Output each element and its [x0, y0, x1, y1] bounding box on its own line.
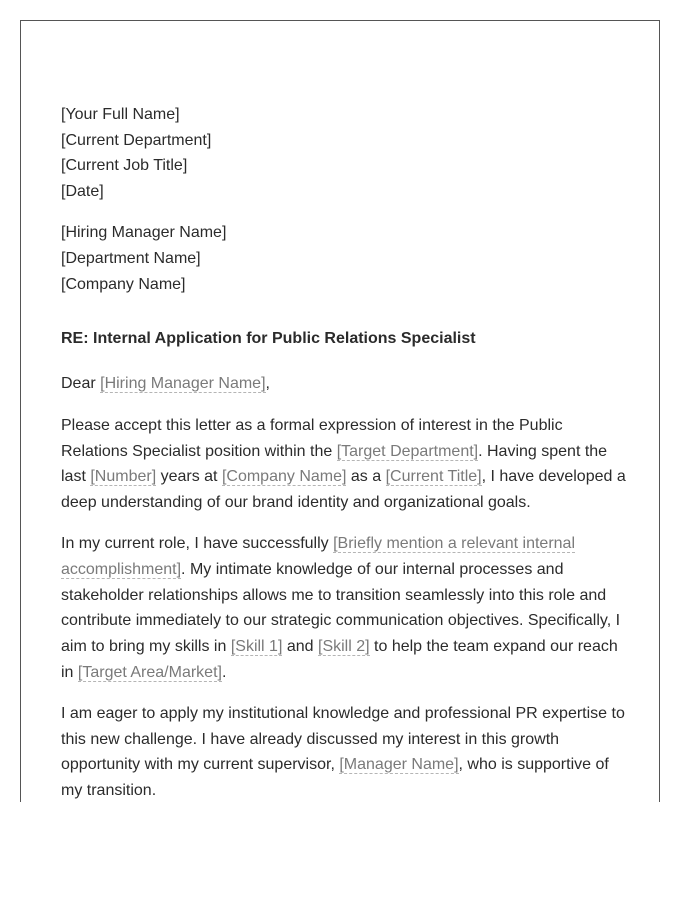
p1-text-5: , I have developed a deep understanding of our brand identity and organizational goals.	[61, 468, 626, 511]
p2-text-4: to help the team expand our reach in	[61, 637, 618, 681]
placeholder-skill-2: [Skill 2]	[318, 637, 370, 655]
paragraph-current-role	[61, 531, 626, 685]
recipient-manager: [Hiring Manager Name]	[61, 224, 227, 242]
placeholder-target-area: [Target Area/Market]	[77, 663, 222, 681]
placeholder-target-department: [Target Department]	[336, 442, 479, 460]
recipient-department: [Department Name]	[61, 250, 201, 268]
placeholder-company-name: [Company Name]	[221, 468, 347, 486]
p1-text-4: as a	[346, 468, 386, 486]
salutation	[61, 371, 626, 397]
subject-line: RE: Internal Application for Public Relations Specialist	[61, 330, 476, 348]
paragraph-interest	[61, 413, 626, 516]
placeholder-accomplishment: [Briefly mention a relevant internal accomplishment]	[61, 535, 576, 578]
placeholder-skill-1: [Skill 1]	[230, 637, 283, 655]
letter-date: [Date]	[61, 183, 104, 201]
paragraph-eager	[61, 701, 626, 802]
letter-content	[61, 102, 626, 802]
p2-text-3: and	[282, 637, 318, 655]
letter-page	[20, 20, 660, 802]
recipient-block	[61, 220, 626, 297]
p1-text-2: . Having spent the last	[61, 442, 608, 486]
p2-text-2: . My intimate knowledge of our internal processes and stakeholder relationships allows me to transition seamlessly into this role and contribute immediately to our strategic communication objectives. Specifically, I aim to bring my skills in	[61, 560, 621, 655]
sender-block	[61, 102, 626, 205]
p2-text-5: .	[221, 663, 227, 681]
placeholder-manager-name: [Manager Name]	[339, 756, 459, 774]
sender-name: [Your Full Name]	[61, 106, 180, 123]
recipient-company: [Company Name]	[61, 275, 186, 293]
p3-text-1: I am eager to apply my institutional knowledge and professional PR expertise to this new challenge. I have already discussed my interest in this growth opportunity with my current supervisor,	[61, 704, 625, 774]
salutation-prefix: Dear	[61, 375, 101, 393]
placeholder-number: [Number]	[90, 468, 157, 486]
p1-text-1: Please accept this letter as a formal expression of interest in the Public Relations Specialist position within the	[61, 416, 563, 460]
p3-text-2: , who is supportive of my transition.	[61, 756, 609, 799]
placeholder-hiring-manager: [Hiring Manager Name]	[100, 375, 266, 393]
p2-text-1: In my current role, I have successfully	[61, 535, 334, 553]
salutation-suffix: ,	[265, 375, 270, 393]
placeholder-current-title: [Current Title]	[385, 468, 482, 486]
p1-text-3: years at	[156, 468, 222, 486]
sender-job-title: [Current Job Title]	[61, 157, 188, 175]
sender-department: [Current Department]	[61, 131, 212, 149]
